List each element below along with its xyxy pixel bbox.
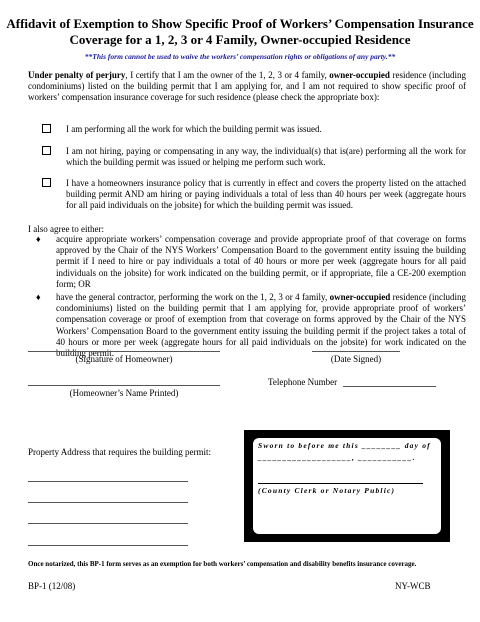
form-id: BP-1 (12/08): [28, 581, 76, 591]
option-3-checkbox[interactable]: [42, 178, 51, 187]
signature-line[interactable]: [28, 351, 220, 352]
agree-item-1: acquire appropriate workers’ compensation coverage and provide appropriate proof of that coverage on forms approved by the Chair of the NYS Workers’ Compensation Board to the government entity issuing the building permit if I need to hire or pay individuals a total of 40 hours or more per week (aggregate hours for all paid individuals on the jobsite) for work indicated on the building permit, or if appropriate, file a CE-200 exemption form; OR: [56, 234, 466, 289]
agree-item-2: [56, 292, 466, 359]
agree-item-2-text-b: residence (including condominiums) listed on the building permit that I am applying for, provide appropriate proof of workers’ compensation coverage or proof of exemption from that coverage on forms approved by the Chair of the NYS Workers’ Compensation Board to the government entity issuing the building permit if the project takes a total of 40 hours or more per week (aggregate hours for all paid individuals on the jobsite) for work indicated on the building permit.: [56, 292, 466, 359]
address-line-3[interactable]: [28, 523, 188, 524]
address-line-4[interactable]: [28, 545, 188, 546]
form-title: [0, 16, 480, 48]
intro-text-b: residence (including condominiums) listed on the building permit that I am applying for, and I am not required to show specific proof of workers’ compensation insurance coverage for such residence (please check the appropriate box):: [28, 70, 466, 103]
agree-item-2-text-a: have the general contractor, performing the work on the 1, 2, 3 or 4 family,: [56, 292, 330, 302]
option-1-checkbox[interactable]: [42, 124, 51, 133]
option-2-text: I am not hiring, paying or compensating in any way, the individual(s) that is(are) performing all the work for which the building permit was issued or helping me perform such work.: [66, 146, 466, 168]
signature-label: (Signature of Homeowner): [75, 354, 173, 364]
agree-lead: I also agree to either:: [28, 224, 104, 234]
telephone-label: Telephone Number: [268, 377, 338, 387]
date-line[interactable]: [312, 351, 400, 352]
bullet-2: ♦: [36, 292, 41, 302]
address-line-2[interactable]: [28, 502, 188, 503]
option-3-text: I have a homeowners insurance policy that is currently in effect and covers the property listed on the attached building permit AND am hiring or paying individuals a total of less than 40 hours per week (aggregate hours for all paid individuals on the jobsite) for which the building permit was issued.: [66, 178, 466, 211]
footer-note: Once notarized, this BP-1 form serves as an exemption for both workers’ compensation and disability benefits insurance coverage.: [28, 560, 417, 568]
property-address-label: Property Address that requires the building permit:: [28, 447, 211, 457]
option-1-text: I am performing all the work for which the building permit was issued.: [66, 124, 322, 134]
bullet-1: ♦: [36, 234, 41, 244]
option-2-checkbox[interactable]: [42, 146, 51, 155]
notary-sworn-line: Sworn to before me this ________ day of: [258, 441, 431, 450]
perjury-lead: Under penalty of perjury: [28, 70, 126, 80]
name-label: (Homeowner’s Name Printed): [69, 388, 179, 398]
notary-signature-line[interactable]: [258, 483, 423, 484]
intro-paragraph: [28, 70, 466, 104]
telephone-line[interactable]: [343, 386, 436, 387]
intro-text-a: , I certify that I am the owner of the 1, 2, 3 or 4 family,: [125, 70, 330, 80]
warning-note: **This form cannot be used to waive the workers’ compensation rights or obligations of any party.**: [84, 52, 396, 61]
date-label: (Date Signed): [330, 354, 382, 364]
notary-signer-label: (County Clerk or Notary Public): [258, 486, 396, 495]
agency-code: NY-WCB: [395, 581, 431, 591]
address-line-1[interactable]: [28, 481, 188, 482]
notary-date-line: ___________________, ___________.: [258, 453, 416, 462]
owner-occupied-bold: owner-occupied: [329, 70, 390, 80]
agree-item-2-bold: owner-occupied: [329, 292, 391, 302]
form-title-line2: Coverage for a 1, 2, 3 or 4 Family, Owner-occupied Residence: [69, 32, 411, 47]
form-title-line1: Affidavit of Exemption to Show Specific Proof of Workers’ Compensation Insurance: [6, 16, 474, 31]
name-line[interactable]: [28, 385, 220, 386]
